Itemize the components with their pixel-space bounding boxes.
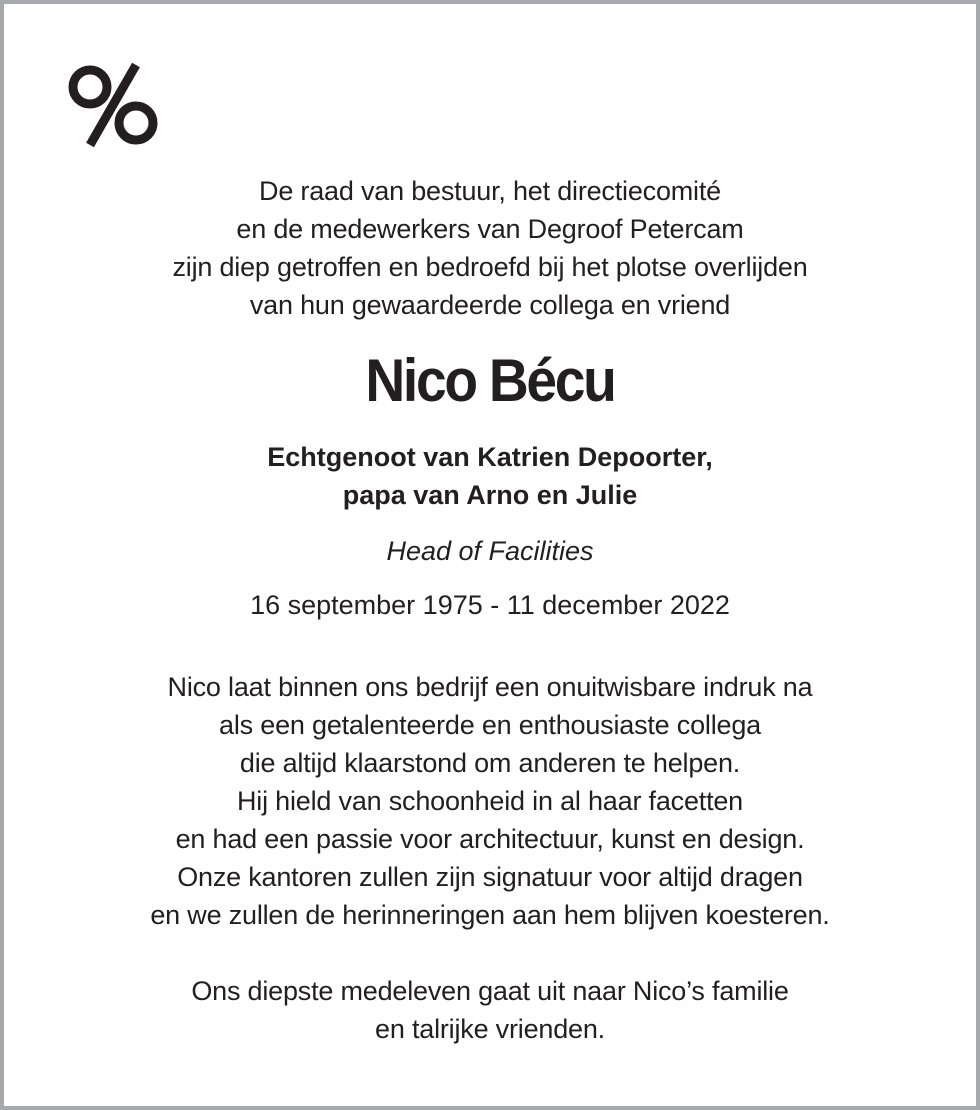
tribute-block	[44, 668, 936, 934]
intro-line: en de medewerkers van Degroof Petercam	[236, 214, 744, 244]
tribute-line: als een getalenteerde en enthousiaste collega	[219, 710, 761, 740]
closing-block	[44, 972, 936, 1048]
intro-line: zijn diep getroffen en bedroefd bij het plotse overlijden	[172, 252, 808, 282]
relation-line: papa van Arno en Julie	[342, 480, 638, 510]
obituary-content	[44, 172, 936, 1048]
tribute-line: en had een passie voor architectuur, kunst en design.	[175, 824, 805, 854]
intro-block	[44, 172, 936, 324]
relation-line: Echtgenoot van Katrien Depoorter,	[267, 442, 713, 472]
intro-line: van hun gewaardeerde collega en vriend	[249, 290, 731, 320]
tribute-line: Onze kantoren zullen zijn signatuur voor altijd dragen	[177, 862, 803, 892]
closing-line: en talrijke vrienden.	[375, 1014, 605, 1044]
job-title: Head of Facilities	[386, 536, 594, 566]
life-dates: 16 september 1975 - 11 december 2022	[250, 590, 730, 620]
closing-line: Ons diepste medeleven gaat uit naar Nico’s familie	[191, 976, 789, 1006]
deceased-name: Nico Bécu	[365, 347, 615, 414]
tribute-line: die altijd klaarstond om anderen te helpen.	[239, 748, 741, 778]
tribute-line: Nico laat binnen ons bedrijf een onuitwisbare indruk na	[167, 672, 813, 702]
intro-line: De raad van bestuur, het directiecomité	[259, 176, 721, 206]
tribute-line: Hij hield van schoonheid in al haar facetten	[236, 786, 744, 816]
tribute-line: en we zullen de herinneringen aan hem blijven koesteren.	[150, 900, 830, 930]
percent-logo-icon	[66, 60, 164, 150]
